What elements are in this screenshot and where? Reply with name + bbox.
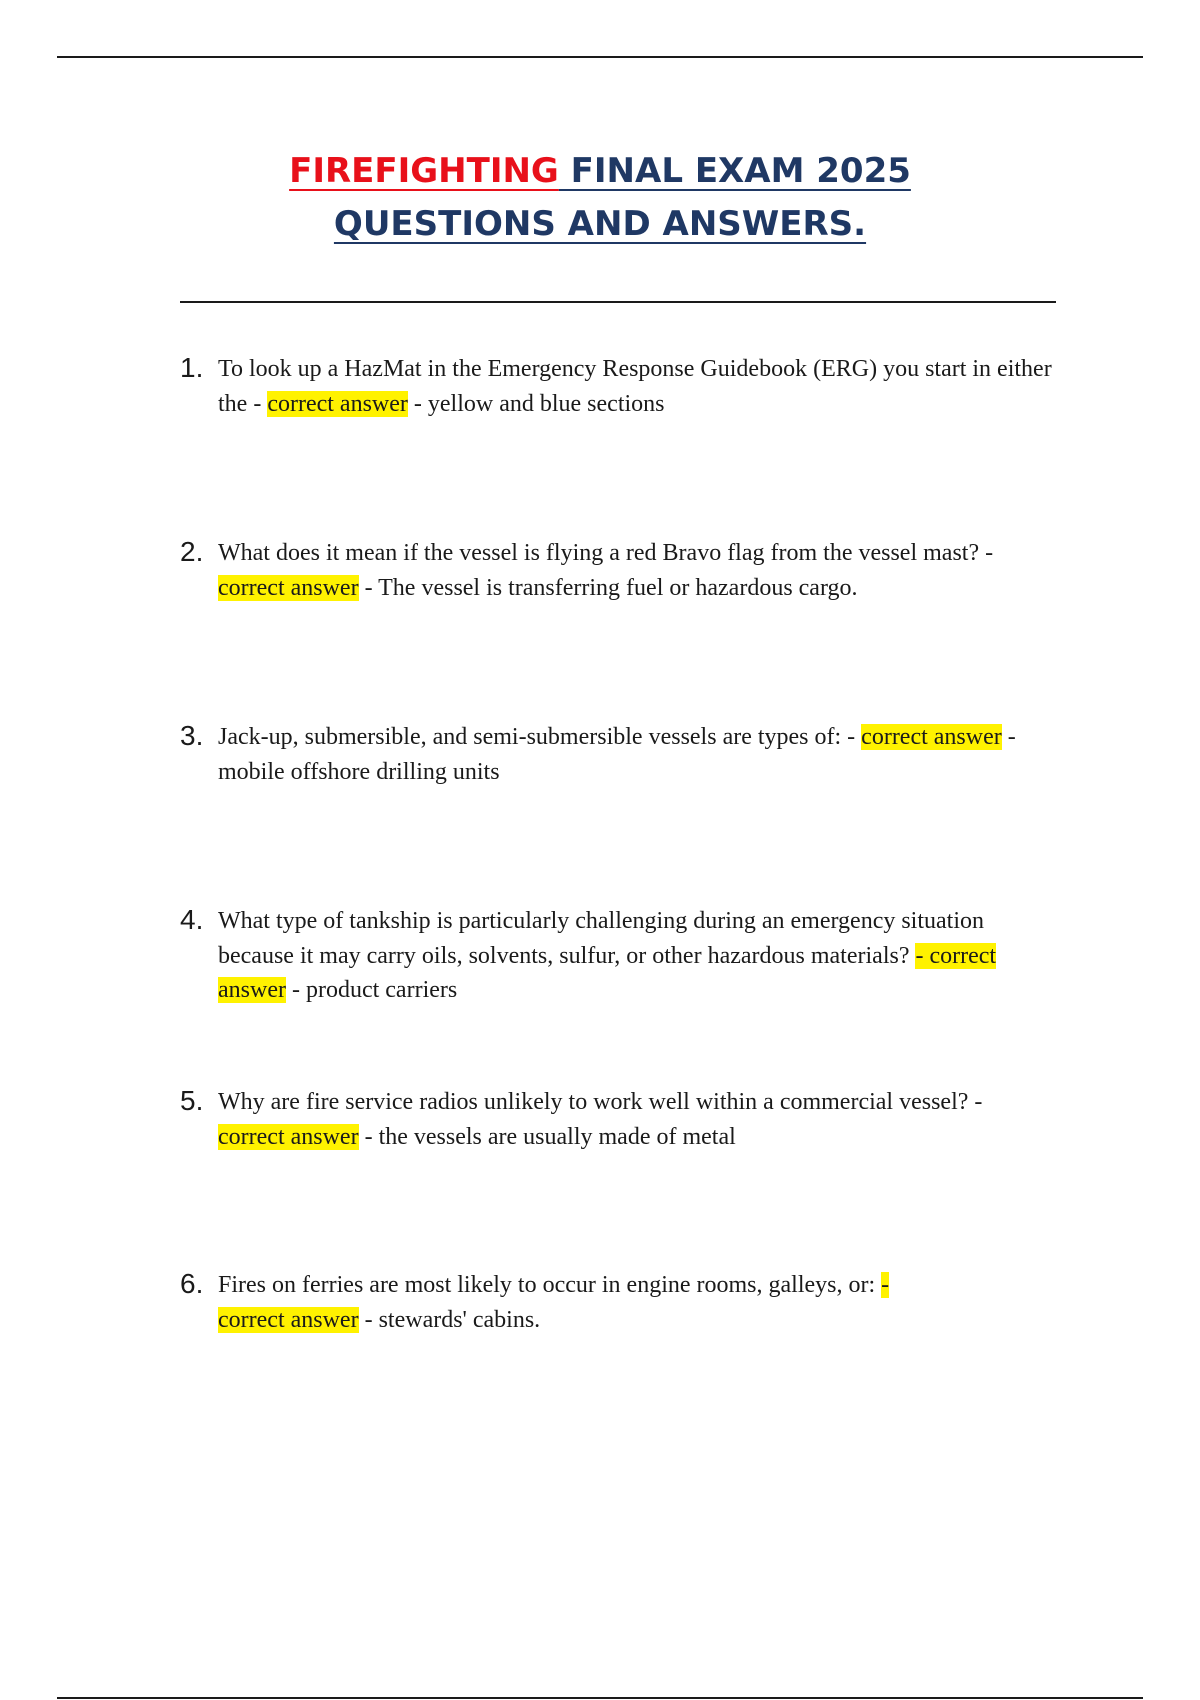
question-text: To look up a HazMat in the Emergency Response Guidebook (ERG) you start in either the - correct answer - yellow and blue sections — [218, 356, 1052, 417]
question-number: 1. — [180, 352, 204, 383]
question-text: Why are fire service radios unlikely to work well within a commercial vessel? - correct answer - the vessels are usually made of metal — [218, 1089, 983, 1150]
answer-highlight: correct answer — [218, 574, 359, 601]
question-text: Fires on ferries are most likely to occur in engine rooms, galleys, or: - correct answer - stewards' cabins. — [218, 1272, 890, 1333]
answer-highlight: correct answer — [267, 390, 408, 417]
question-text: What does it mean if the vessel is flying a red Bravo flag from the vessel mast? - correct answer - The vessel is transferring fuel or hazardous cargo. — [218, 540, 994, 601]
page-top-rule — [57, 56, 1143, 58]
question-item — [180, 536, 1060, 605]
answer-highlight: - correct answer — [218, 1272, 890, 1333]
answer-highlight: correct answer — [861, 724, 1002, 750]
title-line-2-text: QUESTIONS AND ANSWERS. — [333, 204, 867, 244]
answer-highlight: correct answer — [218, 1123, 359, 1150]
document-title — [0, 145, 1200, 251]
question-item — [180, 1085, 1060, 1154]
question-item — [180, 1268, 1060, 1337]
question-item — [180, 720, 1060, 789]
title-line-1 — [0, 145, 1200, 198]
question-number: 5. — [180, 1085, 204, 1116]
page-bottom-rule — [57, 1697, 1143, 1699]
answer-highlight: - correct answer — [218, 942, 997, 1003]
question-text: What type of tankship is particularly challenging during an emergency situation because it may carry oils, solvents, sulfur, or other hazardous materials? - correct answer - product carriers — [218, 908, 997, 1003]
question-text: Jack-up, submersible, and semi-submersible vessels are types of: - correct answer - mobile offshore drilling units — [218, 724, 1016, 785]
title-navy-part: FINAL EXAM 2025 — [558, 151, 911, 191]
title-line-2 — [0, 198, 1200, 251]
title-red-part: FIREFIGHTING — [289, 151, 559, 191]
question-item — [180, 904, 1060, 1008]
title-separator — [180, 301, 1056, 303]
question-number: 4. — [180, 904, 204, 935]
question-number: 3. — [180, 720, 204, 751]
question-item — [180, 352, 1060, 421]
question-number: 2. — [180, 536, 204, 567]
question-number: 6. — [180, 1268, 204, 1299]
